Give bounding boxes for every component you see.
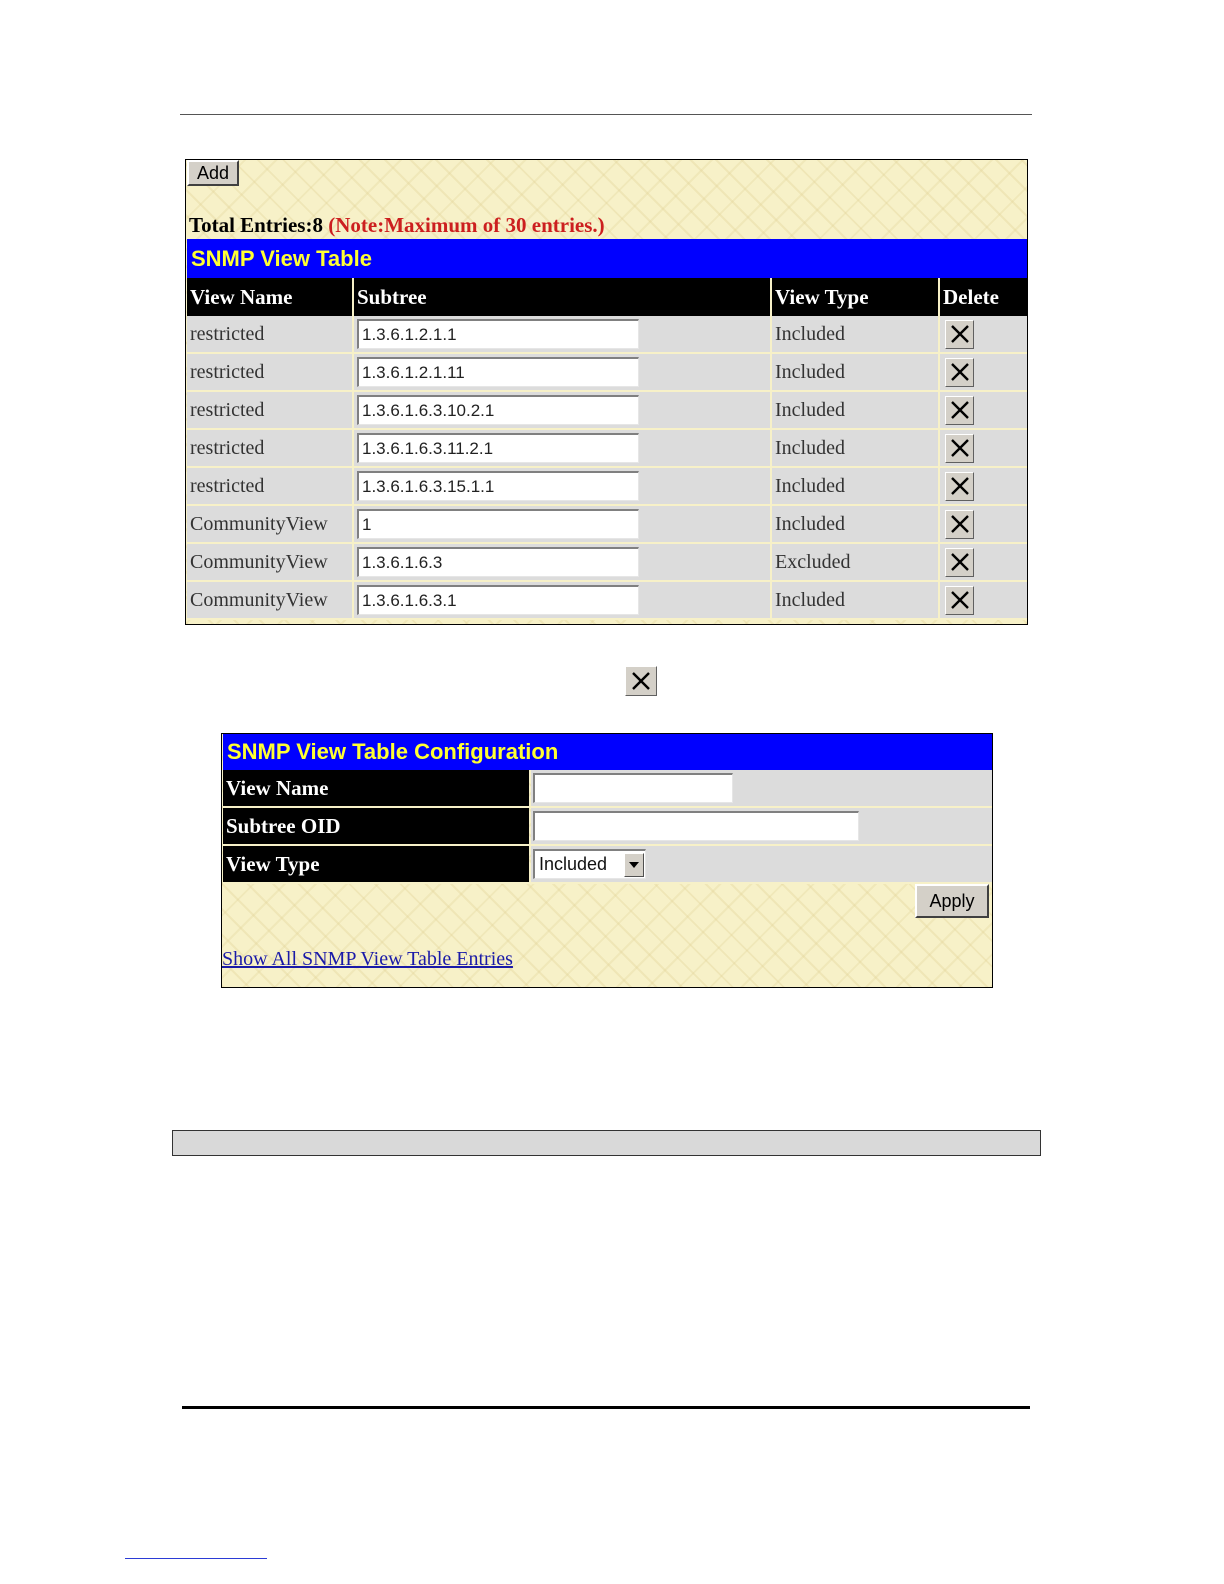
subtree-input[interactable]: 1 xyxy=(357,509,639,539)
view-name-cell: restricted xyxy=(187,430,354,468)
delete-cell xyxy=(940,468,1027,506)
max-entries-note: (Note:Maximum of 30 entries.) xyxy=(328,213,605,237)
view-type-cell: Included xyxy=(772,468,940,506)
view-type-cell: Included xyxy=(772,582,940,620)
subtree-cell xyxy=(354,468,772,506)
column-header-delete: Delete xyxy=(940,278,1027,316)
snmp-view-table-panel xyxy=(185,159,1028,625)
table-row xyxy=(187,582,1027,620)
subtree-cell xyxy=(354,392,772,430)
subtree-oid-input[interactable] xyxy=(533,811,859,841)
delete-cell xyxy=(940,354,1027,392)
snmp-view-config-panel xyxy=(221,733,993,988)
delete-cell xyxy=(940,582,1027,620)
subtree-input[interactable]: 1.3.6.1.2.1.11 xyxy=(357,357,639,387)
delete-cell xyxy=(940,544,1027,582)
subtree-oid-row xyxy=(223,808,992,846)
chevron-down-icon[interactable] xyxy=(624,853,644,877)
view-name-cell: restricted xyxy=(187,316,354,354)
view-name-cell: restricted xyxy=(187,468,354,506)
view-type-cell: Included xyxy=(772,392,940,430)
view-type-cell: Included xyxy=(772,506,940,544)
view-name-cell: CommunityView xyxy=(187,506,354,544)
delete-cell xyxy=(940,316,1027,354)
delete-x-icon[interactable] xyxy=(945,586,974,615)
footer-link-underline xyxy=(125,1558,267,1559)
total-entries-line xyxy=(189,213,605,238)
subtree-input[interactable]: 1.3.6.1.2.1.1 xyxy=(357,319,639,349)
column-header-view-type: View Type xyxy=(772,278,940,316)
table-row xyxy=(187,430,1027,468)
delete-x-icon xyxy=(625,666,657,696)
column-header-subtree: Subtree xyxy=(354,278,772,316)
table-row xyxy=(187,468,1027,506)
subtree-input[interactable]: 1.3.6.1.6.3.15.1.1 xyxy=(357,471,639,501)
view-name-cell: restricted xyxy=(187,392,354,430)
table-row xyxy=(187,392,1027,430)
view-table-title: SNMP View Table xyxy=(187,239,1027,278)
table-row xyxy=(187,316,1027,354)
delete-x-icon[interactable] xyxy=(945,472,974,501)
delete-x-icon[interactable] xyxy=(945,358,974,387)
total-entries-text: Total Entries:8 xyxy=(189,213,323,237)
table-row xyxy=(187,506,1027,544)
subtree-input[interactable]: 1.3.6.1.6.3.10.2.1 xyxy=(357,395,639,425)
view-type-cell: Included xyxy=(772,354,940,392)
subtree-cell xyxy=(354,582,772,620)
view-type-label: View Type xyxy=(223,846,529,884)
view-name-cell: CommunityView xyxy=(187,544,354,582)
view-name-cell: restricted xyxy=(187,354,354,392)
subtree-cell xyxy=(354,316,772,354)
view-type-select[interactable] xyxy=(533,849,646,879)
grey-note-bar xyxy=(172,1130,1041,1156)
subtree-cell xyxy=(354,430,772,468)
table-row xyxy=(187,354,1027,392)
column-header-view-name: View Name xyxy=(187,278,354,316)
apply-button[interactable]: Apply xyxy=(915,884,989,918)
view-type-cell: Included xyxy=(772,430,940,468)
view-name-cell xyxy=(531,770,992,808)
view-name-cell: CommunityView xyxy=(187,582,354,620)
subtree-cell xyxy=(354,354,772,392)
view-type-selected-value: Included xyxy=(539,854,608,874)
subtree-oid-label: Subtree OID xyxy=(223,808,529,846)
delete-x-icon[interactable] xyxy=(945,396,974,425)
view-type-cell xyxy=(531,846,992,884)
view-name-input[interactable] xyxy=(533,773,733,803)
table-header-row xyxy=(187,278,1027,316)
view-name-label: View Name xyxy=(223,770,529,808)
view-type-row xyxy=(223,846,992,884)
delete-x-icon[interactable] xyxy=(945,320,974,349)
table-row xyxy=(187,544,1027,582)
view-type-cell: Included xyxy=(772,316,940,354)
subtree-cell xyxy=(354,544,772,582)
delete-x-icon[interactable] xyxy=(945,548,974,577)
delete-x-icon[interactable] xyxy=(945,510,974,539)
delete-cell xyxy=(940,392,1027,430)
subtree-input[interactable]: 1.3.6.1.6.3.11.2.1 xyxy=(357,433,639,463)
delete-cell xyxy=(940,506,1027,544)
show-all-entries-link[interactable]: Show All SNMP View Table Entries xyxy=(222,948,513,970)
page-header-rule xyxy=(180,114,1032,115)
subtree-oid-cell xyxy=(531,808,992,846)
config-title: SNMP View Table Configuration xyxy=(223,734,992,770)
delete-cell xyxy=(940,430,1027,468)
subtree-input[interactable]: 1.3.6.1.6.3 xyxy=(357,547,639,577)
subtree-cell xyxy=(354,506,772,544)
view-type-cell: Excluded xyxy=(772,544,940,582)
add-button[interactable]: Add xyxy=(187,160,239,186)
page-footer-rule xyxy=(182,1406,1030,1409)
subtree-input[interactable]: 1.3.6.1.6.3.1 xyxy=(357,585,639,615)
view-name-row xyxy=(223,770,992,808)
delete-x-icon[interactable] xyxy=(945,434,974,463)
